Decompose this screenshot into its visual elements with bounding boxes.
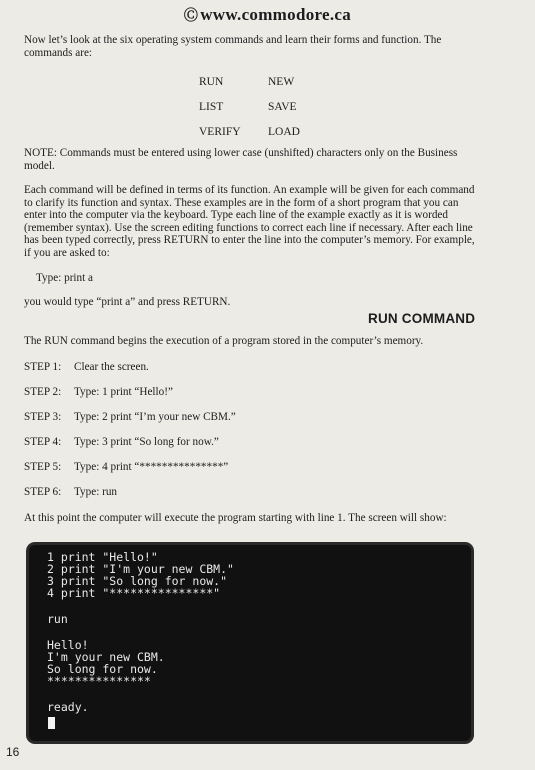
screen-line: I'm your new CBM.: [47, 650, 165, 664]
command-new: NEW: [268, 75, 295, 88]
step-1: [24, 361, 149, 373]
command-load: LOAD: [268, 125, 300, 138]
step-label: STEP 5:: [24, 461, 62, 473]
step-label: STEP 1:: [24, 361, 62, 373]
command-verify: VERIFY: [199, 125, 241, 138]
command-save: SAVE: [268, 100, 297, 113]
command-table: [199, 69, 337, 144]
command-list: LIST: [199, 100, 224, 113]
site-header: [0, 5, 535, 25]
command-row: [199, 119, 337, 144]
explain-paragraph: Each command will be defined in terms of its function. An example will be given for each command to clarify its function and syntax. These examples are in the form of a short program that you can enter into the computer via the keyboard. Type each line of the example exactly as it is worded (remember syntax). Use the screen editing functions to correct each line if necessary. After each line has been typed correctly, press RETURN to enter the line into the computer’s memory. For example, if you are asked to:: [24, 184, 475, 259]
screen-line: So long for now.: [47, 662, 158, 676]
step-3: [24, 411, 236, 423]
screen-line: 4 print "***************": [47, 586, 221, 600]
command-run: RUN: [199, 75, 224, 88]
cursor-block: [48, 717, 55, 729]
screen-line: ***************: [47, 674, 151, 688]
step-text: Clear the screen.: [74, 361, 149, 373]
screen-line: run: [47, 612, 68, 626]
type-example: Type: print a: [36, 272, 94, 284]
you-would-line: you would type “print a” and press RETURN.: [24, 296, 231, 308]
section-title: RUN COMMAND: [368, 311, 476, 326]
commodore-logo-icon: Ⓒ: [183, 9, 199, 24]
conclusion-paragraph: At this point the computer will execute the program starting with line 1. The screen will show:: [24, 512, 447, 524]
step-text: Type: 3 print “So long for now.”: [74, 436, 219, 448]
crt-screen: [29, 545, 471, 741]
screen-line: ready.: [47, 700, 89, 714]
step-text: Type: 2 print “I’m your new CBM.”: [74, 411, 236, 423]
site-name: www.commodore.ca: [200, 5, 352, 24]
screen-line: 1 print "Hello!": [47, 550, 158, 564]
step-5: [24, 461, 228, 473]
command-row: [199, 69, 337, 94]
screen-line: 2 print "I'm your new CBM.": [47, 562, 234, 576]
step-label: STEP 2:: [24, 386, 62, 398]
step-text: Type: run: [74, 486, 118, 498]
step-6: [24, 486, 117, 498]
step-text: Type: 1 print “Hello!”: [74, 386, 173, 398]
run-description: The RUN command begins the execution of a program stored in the computer’s memory.: [24, 335, 424, 347]
screen-line: 3 print "So long for now.": [47, 574, 228, 588]
screen-line: Hello!: [47, 638, 89, 652]
intro-paragraph: Now let’s look at the six operating system commands and learn their forms and function. The commands are:: [24, 34, 442, 59]
step-label: STEP 4:: [24, 436, 62, 448]
command-row: [199, 94, 337, 119]
step-2: [24, 386, 173, 398]
page-number: 16: [6, 745, 20, 759]
step-text: Type: 4 print “***************”: [74, 461, 229, 473]
step-label: STEP 3:: [24, 411, 62, 423]
step-label: STEP 6:: [24, 486, 62, 498]
step-4: [24, 436, 219, 448]
note-paragraph: NOTE: Commands must be entered using lower case (unshifted) characters only on the Business model.: [24, 147, 458, 172]
